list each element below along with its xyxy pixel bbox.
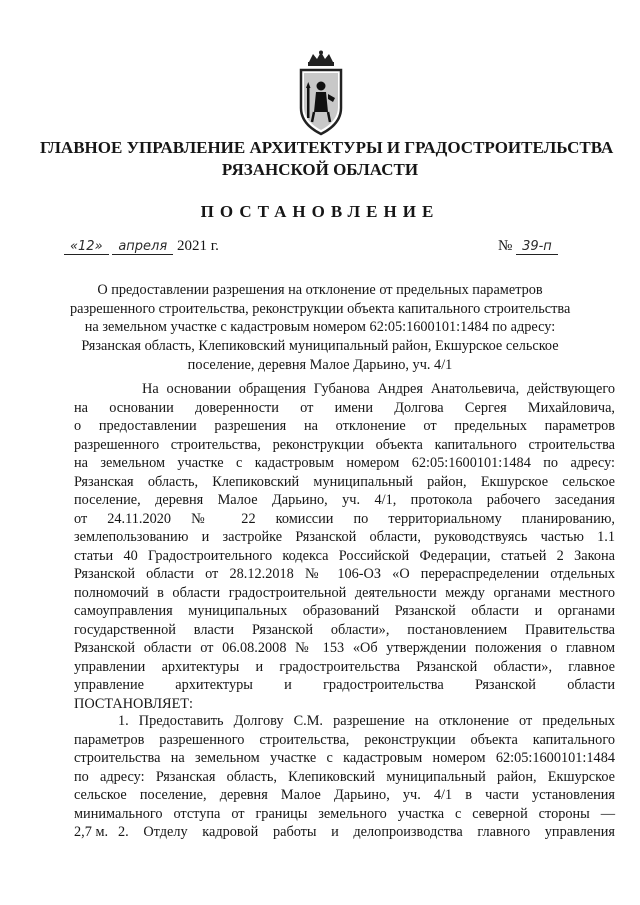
number-prefix: №	[498, 238, 513, 254]
text-line: На основании обращения Губанова Андрея Анатольевича, действующего	[142, 381, 615, 397]
text-line: управлении архитектуры и градостроительства Рязанской области», главное	[74, 658, 615, 675]
organization-name-line2: РЯЗАНСКОЙ ОБЛАСТИ	[221, 160, 419, 179]
text-line: на основании доверенности от имени Долгова Сергея Михайловича,	[74, 399, 615, 416]
text-line: по адресу: Рязанская область, Клепиковский муниципальный район, Екшурское	[74, 768, 615, 785]
text-line: минимального отступа от границы земельного участка с северной стороны —	[74, 805, 615, 822]
clause-2-paragraph	[74, 823, 615, 842]
subject-line: разрешенного строительства, реконструкции объекта капитального строительства	[70, 300, 571, 317]
date-month-handwritten: апреля	[112, 239, 173, 255]
text-line: сельское поселение, деревня Малое Дарьино, уч. 4/1 в части установления	[74, 787, 615, 803]
text-line: от 24.11.2020 № 22 комиссии по территориальному планированию,	[74, 510, 615, 527]
subject-line: поселение, деревня Малое Дарьино, уч. 4/1	[187, 356, 453, 373]
text-line: на земельном участке с кадастровым номером 62:05:1600101:1484 по адресу:	[74, 455, 615, 471]
preamble-paragraph	[74, 380, 615, 713]
document-date	[64, 238, 219, 255]
text-line: параметров разрешенного строительства, реконструкции объекта капитального	[74, 731, 615, 748]
text-line: Рязанская область, Клепиковский муниципальный район, Екшурское сельское	[74, 473, 615, 490]
text-line: 2. Отделу кадровой работы и делопроизводства главного управления	[118, 824, 615, 840]
text-line: полномочий в области градостроительной деятельности между органами местного	[74, 584, 615, 601]
text-line: землепользованию и застройке Рязанской области, руководствуясь частью 1.1	[74, 529, 615, 545]
text-line: статьи 40 Градостроительного кодекса Российской Федерации, статьей 2 Закона	[74, 547, 615, 564]
coat-of-arms-icon	[295, 50, 347, 138]
text-line: поселение, деревня Малое Дарьино, уч. 4/1, протокола рабочего заседания	[74, 492, 615, 508]
resolves-line: ПОСТАНОВЛЯЕТ:	[74, 695, 194, 712]
text-line: Рязанской области от 06.08.2008 № 153 «Об утверждении положения о главном	[74, 640, 615, 656]
text-line: государственной власти Рязанской области», постановлением Правительства	[74, 621, 615, 638]
text-line: о предоставлении разрешения на отклонение от предельных параметров	[74, 418, 615, 434]
date-day-handwritten: «12»	[64, 239, 109, 255]
number-handwritten: 39-п	[516, 239, 558, 255]
date-year: 2021 г.	[176, 238, 219, 254]
text-line: 1. Предоставить Долгову С.М. разрешение на отклонение от предельных	[118, 713, 615, 729]
text-line: 2,7 м.	[74, 824, 109, 840]
document-type-title: ПОСТАНОВЛЕНИЕ	[200, 202, 440, 221]
document-subject	[70, 281, 570, 375]
subject-line: О предоставлении разрешения на отклонение от предельных параметров	[97, 282, 543, 298]
subject-line: на земельном участке с кадастровым номером 62:05:1600101:1484 по адресу:	[84, 319, 556, 336]
organization-name-line1: ГЛАВНОЕ УПРАВЛЕНИЕ АРХИТЕКТУРЫ И ГРАДОСТРОИТЕЛЬСТВА	[40, 138, 614, 157]
text-line: разрешенного строительства, реконструкции объекта капитального строительства	[74, 436, 615, 453]
subject-line: Рязанская область, Клепиковский муниципальный район, Екшурское сельское	[81, 338, 559, 355]
text-line: Рязанской области от 28.12.2018 № 106-ОЗ «О перераспределении отдельных	[74, 566, 615, 582]
text-line: управление архитектуры и градостроительства Рязанской области	[74, 677, 615, 693]
document-number	[498, 238, 558, 255]
text-line: самоуправления муниципальных образований Рязанской области и органами	[74, 603, 615, 619]
text-line: строительства на земельном участке с кадастровым номером 62:05:1600101:1484	[74, 750, 615, 766]
